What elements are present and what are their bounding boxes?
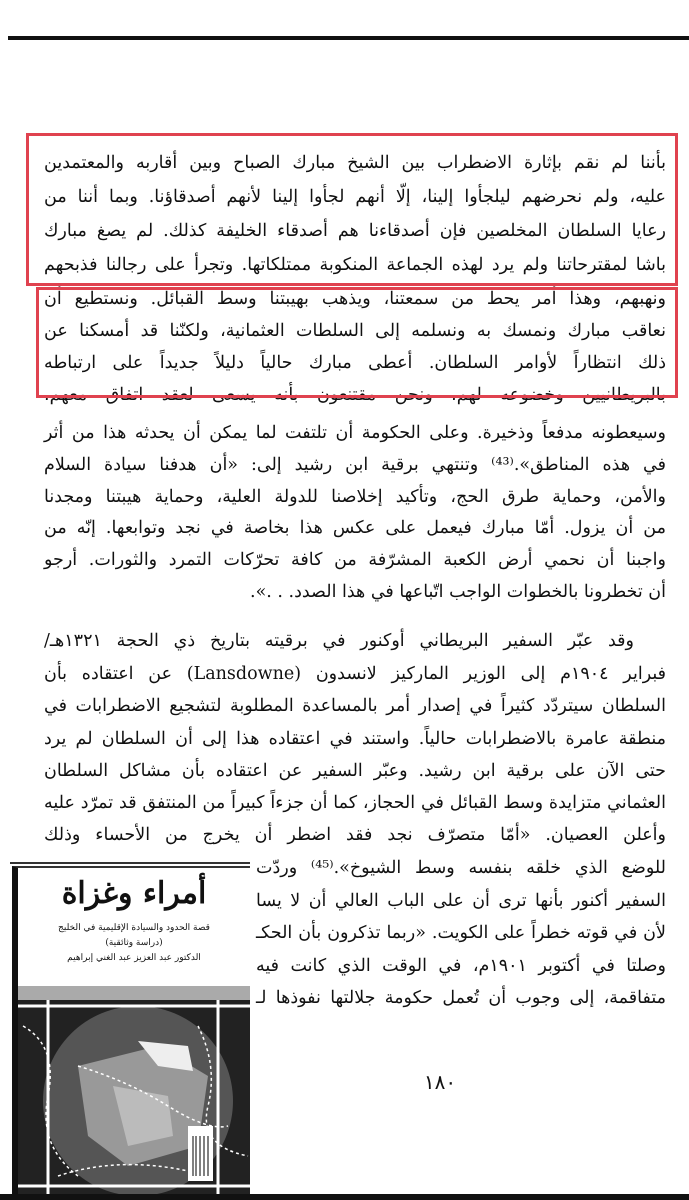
text-line: متفاقمة، إلى وجوب أن تُعمل حكومة جلالتها نفوذها لـ [256,988,666,1008]
bottom-bar [0,1194,689,1200]
text-line: عليه، ولم نحرضهم ليلجأوا إلينا، إلّا أنهم لجأوا إلينا لأنهم أصدقاؤنا. وبما أننا من [44,187,666,207]
text-line: فبراير ١٩٠٤م إلى الوزير الماركيز لانسدون (Lansdowne) عن اعتقاده بأن [44,664,666,684]
text-line: ذلك انتظاراً لأوامر السلطان. أعطى مبارك حالياً دليلاً جديداً على ارتباطه [44,353,666,373]
text-line: وصلتا في أكتوبر ١٩٠١م، في الوقت الذي كانت فيه [256,956,666,976]
cover-map-illustration [18,986,250,1200]
highlight-box-1 [26,133,678,286]
text-line: واجبنا أن نحمي أرض الكعبة المشرّفة من كافة تحرّكات التمرد والثورات. أرجو [44,550,666,570]
text-line: وأعلن العصيان. «أمّا متصرّف نجد فقد اضطر أن يخرج من الأحساء وذلك [44,825,666,845]
text-line: في هذه المناطق».⁽⁴³⁾ وتنتهي برقية ابن رشيد إلى: «أن هدفنا سيادة السلام [44,455,666,475]
text-line: لأن في قوته خطراً على الكويت. «ربما تذكرون بأن الحكـ [256,923,666,943]
text-line: بأننا لم نقم بإثارة الاضطراب بين الشيخ مبارك الصباح وبين أقاربه والمعتمدين [44,153,666,173]
text-line: وسيعطونه مدفعاً وذخيرة. وعلى الحكومة أن تلتفت لما يمكن أن يحدثه هذا من أثر [44,423,666,443]
cover-type: (دراسة وثائقية) [105,938,163,948]
highlight-box-2 [36,287,678,398]
cover-subtitle: قصة الحدود والسيادة الإقليمية في الخليج [58,923,210,933]
text-line: السفير أكنور بأنها ترى أن على الباب العالي أن لا يسا [256,891,666,911]
cover-title: أمراء وغزاة [61,876,207,911]
text-line: منطقة عامرة بالاضطرابات حالياً. واستند في اعتقاده هذا إلى أن السلطان لم يرد [44,729,666,749]
page-number: ١٨٠ [423,1070,457,1094]
text-line: نعاقب مبارك ونمسك به ونسلمه إلى السلطات العثمانية، ولكنّنا قد أمسكنا عن [44,321,666,341]
cover-author: الدكتور عبد العزيز عبد الغني إبراهيم [67,953,201,963]
text-line: والأمن، وحماية طرق الحج، وتأكيد إخلاصنا للدولة العلية، وحماية هيبتنا ومجدنا [44,487,666,507]
cover-rule [10,862,250,864]
top-rule [8,36,689,40]
text-line: أن تخطرونا بالخطوات الواجب اتّباعها في هذا الصدد. . .». [250,582,666,602]
text-line: للوضع الذي خلقه بنفسه وسط الشيوخ».⁽⁴⁵⁾ وردّت [256,858,667,878]
text-line: باشا لمقترحاتنا ولم يرد لهذه الجماعة المنكوبة ممتلكاتها. وتجرأ على رجالنا فذبحهم [44,255,666,275]
text-line: ونهبهم، وهذا أمر يحط من سمعتنا، ويذهب بهيبتنا وسط القبائل. ونستطيع أن [44,289,666,309]
text-line: بالبريطانيين وخضوعه لهم، ونحن مقتنعون بأنه يسعى لعقد اتفاق معهم، [44,385,666,405]
text-line: رعايا السلطان المخلصين فإن أصدقاءنا هم أصدقاء الخليفة كذلك. لم يصغ مبارك [44,221,666,241]
text-line: السلطان سيتردّد كثيراً في إصدار أمر بالمساعدة المطلوبة لتشجيع الاضطرابات في [44,696,666,716]
text-line: العثماني متزايدة وسط القبائل في الحجاز، كما أن جزءاً كبيراً من المنتفق قد تمرّد عليه [44,793,666,813]
text-line: حتى الآن على برقية ابن رشيد. وعبّر السفير عن اعتقاده بأن مشاكل السلطان [44,761,666,781]
book-cover-image [12,866,250,1200]
text-line: من أن يزول. أمّا مبارك فيعمل على عكس هذا بخاصة في نجد وتوابعها. إنّه من [44,518,666,538]
text-line: وقد عبّر السفير البريطاني أوكنور في برقيته بتاريخ ذي الحجة ١٣٢١هـ/ [44,631,634,651]
